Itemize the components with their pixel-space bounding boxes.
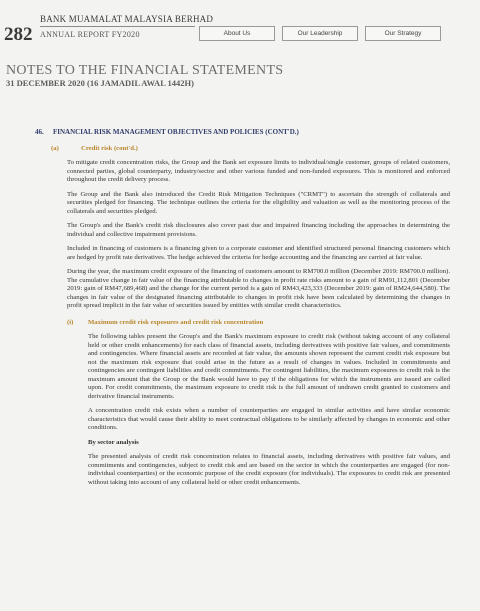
nav-about-us-button[interactable]: About Us xyxy=(199,26,275,41)
subsection-heading xyxy=(35,145,450,154)
item-heading xyxy=(67,319,450,328)
content xyxy=(35,128,450,487)
nav-our-strategy-button[interactable]: Our Strategy xyxy=(365,26,441,41)
page-title: NOTES TO THE FINANCIAL STATEMENTS xyxy=(6,63,284,78)
paragraph: The Group and the Bank also introduced the Credit Risk Mitigation Techniques ("CRMT") to ascertain the strength of collaterals and securities pledged for financing. The technique outlines the criteria for the eligibility and valuation as well as the monitoring process of the collaterals and securities pledged. xyxy=(67,190,450,215)
header-rule xyxy=(40,26,195,27)
item-title: Maximum credit risk exposures and credit risk concentration xyxy=(88,318,264,326)
page-date: 31 DECEMBER 2020 (16 JAMADIL AWAL 1442H) xyxy=(6,78,194,88)
item-paragraph: The presented analysis of credit risk concentration relates to financial assets, including derivatives with positive fair values, and commitments and contingencies, subject to credit risk and are based on the sector in which the counterparties are engaged (for non-individual counterparties) or the economic purpose of the credit exposure (for individuals). The exposures to credit risk are presented without taking into account of any collateral held or other credit enhancements. xyxy=(88,453,450,486)
item-subheading: By sector analysis xyxy=(88,438,139,446)
section-heading xyxy=(35,128,450,137)
paragraph: During the year, the maximum credit exposure of the financing of customers amount to RM700.0 million (December 2019: RM700.0 million). The cumulative change in fair value of the financing attributable to changes in profit rate risks amount to a gain of RM91,112,801 (December 2019: gain of RM47,689,468) and the change for the current period is a gain of RM43,423,333 (December 2019: gain of RM24,644,580). The changes in fair value of the designated financing attributable to changes in profit risk have been calculated by determining the changes in profit spread implicit in the fair value of securities issued by entities with similar credit characteristics. xyxy=(67,268,450,309)
item-number: (i) xyxy=(67,318,74,326)
subsection-letter: (a) xyxy=(51,144,59,152)
bank-name: BANK MUAMALAT MALAYSIA BERHAD xyxy=(40,14,214,24)
report-name: ANNUAL REPORT FY2020 xyxy=(40,30,140,39)
paragraph: The Group's and the Bank's credit risk disclosures also cover past due and impaired financing including the approaches in determining the individual and collective impairment provisions. xyxy=(67,222,450,238)
item-paragraph: A concentration credit risk exists when a number of counterparties are engaged in similar activities and have similar economic characteristics that would cause their ability to meet contractual obligations to be similarly affected by changes in economic and other conditions. xyxy=(88,407,450,431)
nav-our-leadership-button[interactable]: Our Leadership xyxy=(282,26,358,41)
item-paragraph: The following tables present the Group's and the Bank's maximum exposure to credit risk (without taking account of any collateral held or other credit enhancements) for each class of financial assets, including derivatives with positive fair values, and commitments and contingencies. Where financial assets are recorded at fair value, the amounts shown represent the current credit risk exposure but not the maximum risk exposure that could arise in the future as a result of changes in values. Included in commitments and contingencies are contingent liabilities and credit commitments. For contingent liabilities, the maximum exposures to credit risk is the maximum amount that the Group or the Bank would have to pay if the obligations for which the instruments are issued are called upon. For credit commitments, the maximum exposure to credit risk is the full amount of undrawn credit granted to customers and derivative financial instruments. xyxy=(88,333,450,400)
section-title: FINANCIAL RISK MANAGEMENT OBJECTIVES AND POLICIES (CONT'D.) xyxy=(53,128,299,136)
subsection-title: Credit risk (cont'd.) xyxy=(81,144,138,152)
paragraph: Included in financing of customers is a financing given to a corporate customer and identified structured personal financing customers which are hedged by profit rate derivatives. The hedge achieved the criteria for hedge accounting and the financing are carried at fair value. xyxy=(67,245,450,261)
paragraph: To mitigate credit concentration risks, the Group and the Bank set exposure limits to individual/single customer, groups of related customers, connected parties, global counterparty, industry/sector and other various funded and non-funded exposures. This is monitored and enforced throughout the credit delivery process. xyxy=(67,159,450,183)
section-number: 46. xyxy=(35,128,44,136)
page-number: 282 xyxy=(4,24,33,45)
